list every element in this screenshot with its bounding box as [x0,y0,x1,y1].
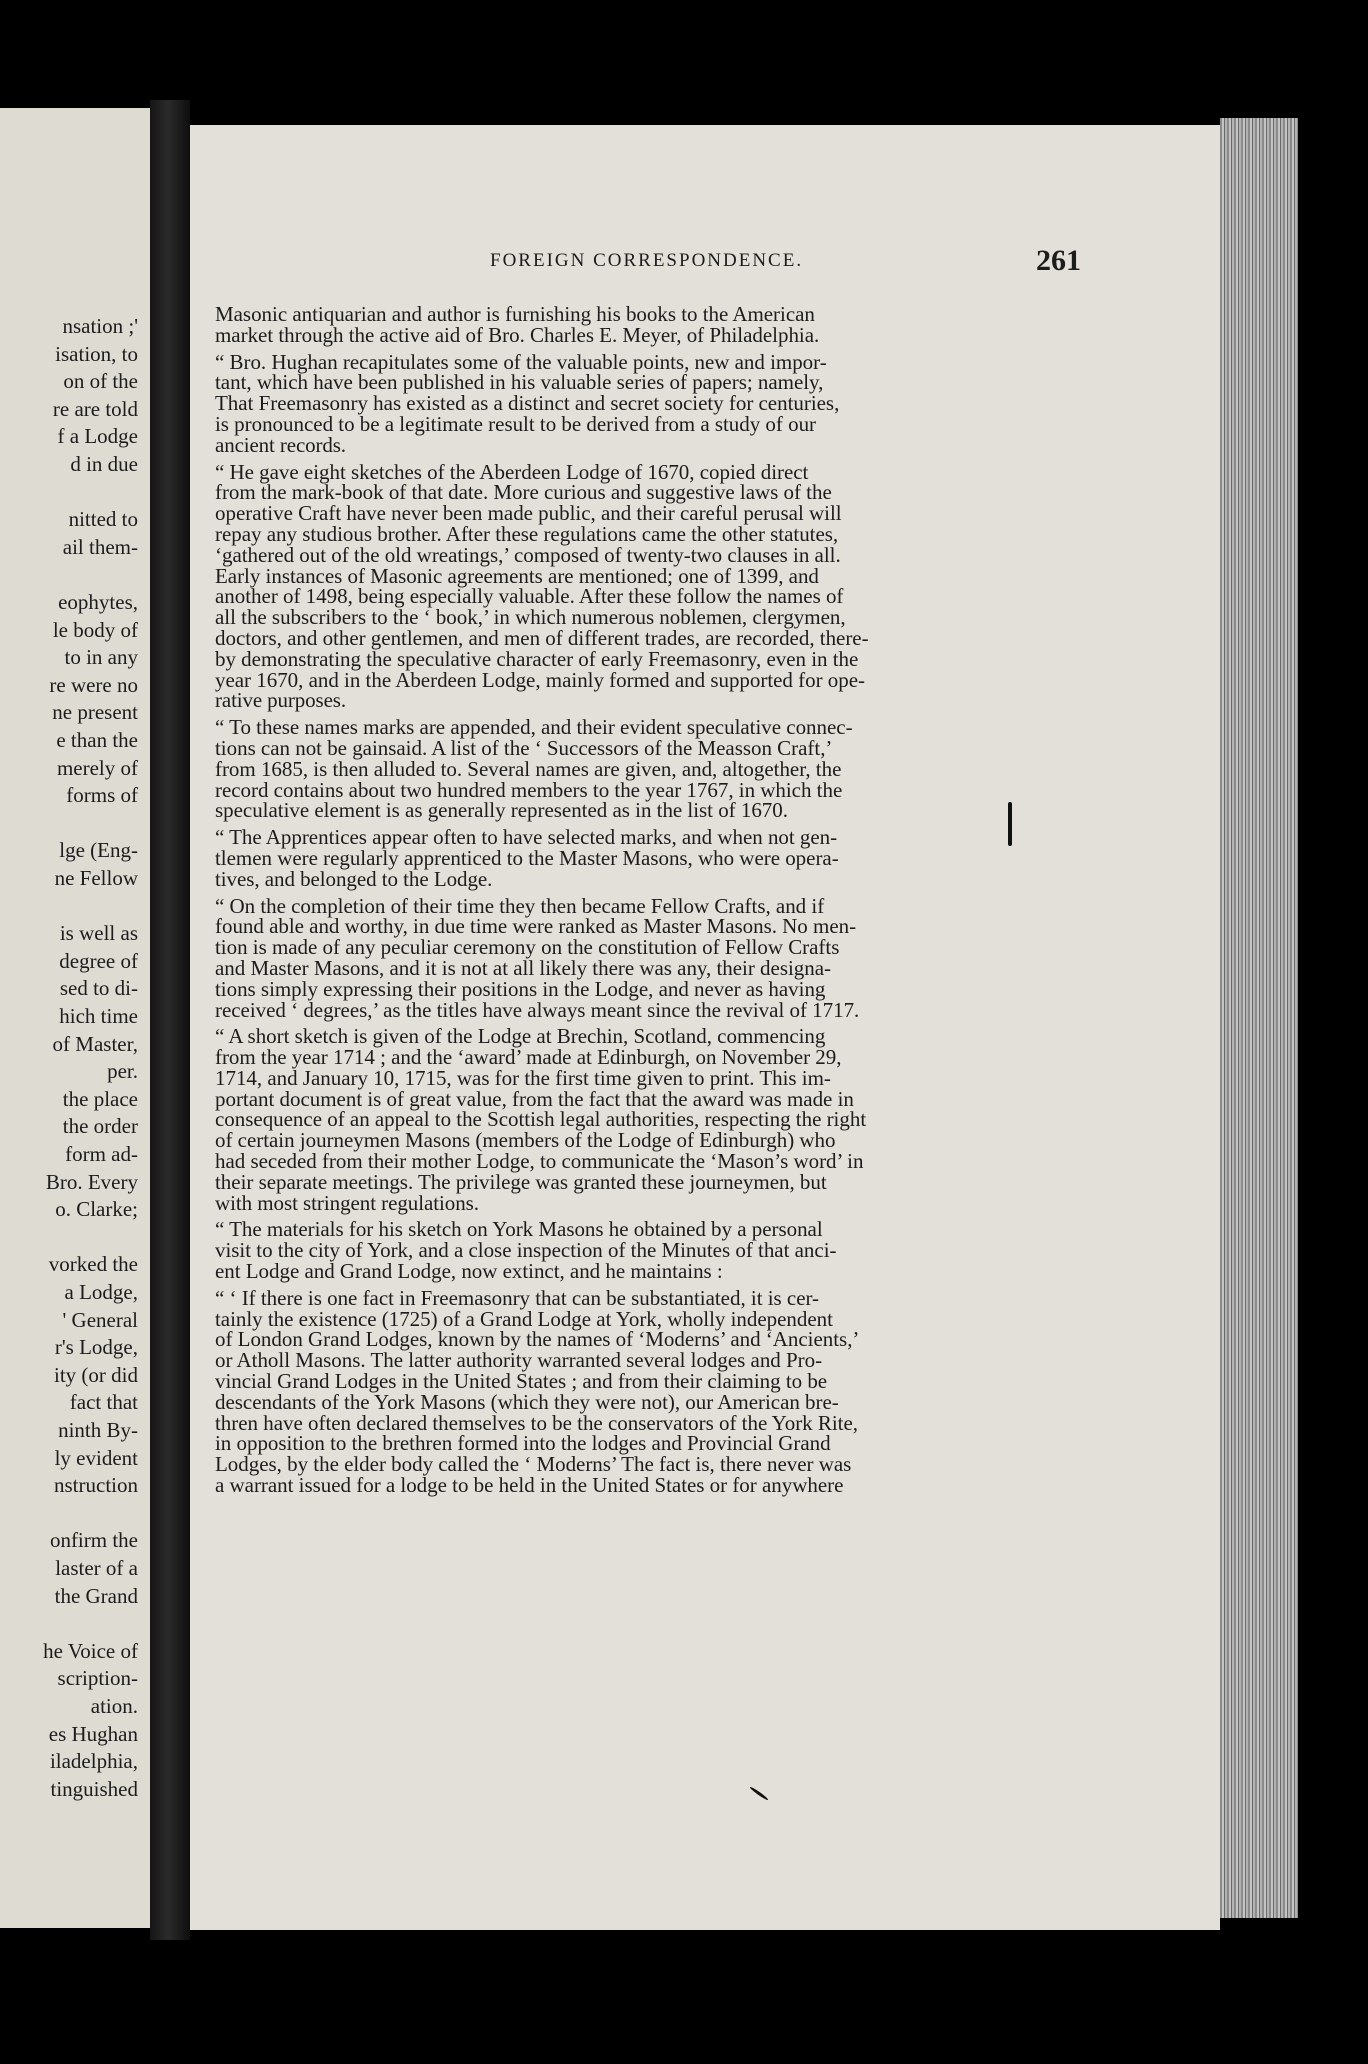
facing-page-line: per. [107,1059,138,1084]
text-line: a warrant issued for a lodge to be held in the United States or for anywhere [215,1473,844,1498]
facing-page-line: onfirm the [49,1528,138,1553]
facing-page-line: the place [62,1086,138,1111]
facing-page-line: ne present [52,700,138,725]
text-line: tives, and belonged to the Lodge. [215,866,493,891]
text-line: ancient records. [215,432,346,457]
text-line: Early instances of Masonic agreements are mentioned; one of 1399, and [215,563,819,588]
facing-page-line: form ad- [65,1142,138,1166]
facing-page-line: ly evident [54,1445,138,1470]
facing-page-line: es Hughan [48,1721,138,1746]
text-line: ‘gathered out of the old wreatings,’ composed of twenty-two clauses in all. [215,542,841,567]
facing-page-line: o. Clarke; [55,1197,138,1222]
text-line: tions can not be gainsaid. A list of the ‘ Successors of the Measson Craft,’ [215,735,833,760]
facing-page-line: degree of [59,948,138,973]
text-line: “ The materials for his sketch on York Masons he obtained by a personal [215,1217,823,1242]
facing-page-line: tinguished [50,1776,138,1801]
text-line: their separate meetings. The privilege was granted these journeymen, but [215,1169,827,1194]
text-line: or Atholl Masons. The latter authority warranted several lodges and Pro- [215,1348,823,1373]
facing-page-line: sed to di- [59,976,138,1001]
facing-page-line: ne Fellow [54,866,138,890]
text-line: tainly the existence (1725) of a Grand Lodge at York, wholly independent [215,1306,833,1331]
facing-page-line: ninth By- [58,1418,138,1442]
facing-page-line: re were no [49,672,138,697]
facing-page-line: the order [62,1114,138,1139]
facing-page-line: merely of [56,755,138,780]
text-line: speculative element is as generally represented as in the list of 1670. [215,798,788,823]
text-line: 1714, and January 10, 1715, was for the first time given to print. This im- [215,1065,831,1090]
facing-page-line: the Grand [54,1583,138,1608]
facing-page-line: a Lodge, [64,1280,138,1304]
body-text [215,304,1085,1496]
facing-page-line: r's Lodge, [54,1335,138,1360]
facing-page-line: forms of [66,783,138,808]
text-line: Masonic antiquarian and author is furnishing his books to the American [215,302,815,326]
text-line: by demonstrating the speculative character of early Freemasonry, even in the [215,646,859,671]
text-line: of London Grand Lodges, known by the names of ‘Moderns’ and ‘Ancients,’ [215,1327,860,1352]
text-line: record contains about two hundred members to the year 1767, in which the [215,777,843,802]
facing-page-line: is well as [59,921,138,946]
facing-page-line: of Master, [52,1031,138,1056]
facing-page-line: re are told [52,396,138,421]
text-line: had seceded from their mother Lodge, to communicate the ‘Mason’s word’ in [215,1149,864,1174]
text-line: Lodges, by the elder body called the ‘ Moderns’ The fact is, there never was [215,1452,852,1477]
text-line: with most stringent regulations. [215,1190,479,1215]
facing-page-line: d in due [70,452,138,476]
text-line: “ Bro. Hughan recapitulates some of the valuable points, new and impor- [215,349,827,374]
running-head: FOREIGN CORRESPONDENCE. [490,250,804,271]
text-line: “ He gave eight sketches of the Aberdeen Lodge of 1670, copied direct [215,459,809,484]
facing-page-line: hich time [59,1004,138,1028]
text-line: ent Lodge and Grand Lodge, now extinct, and he maintains : [215,1259,723,1284]
page-edges [1220,118,1298,1918]
facing-page-line: eophytes, [58,590,138,614]
text-line: from the year 1714 ; and the ‘award’ made at Edinburgh, on November 29, [215,1045,842,1070]
facing-page-line: lge (Eng- [59,838,138,863]
text-line: operative Craft have never been made public, and their careful perusal will [215,501,842,526]
facing-page-line: laster of a [55,1556,138,1580]
text-line: portant document is of great value, from the fact that the award was made in [215,1086,854,1111]
text-line: of certain journeymen Masons (members of the Lodge of Edinburgh) who [215,1128,836,1153]
book-gutter [150,100,190,1940]
text-line: “ On the completion of their time they then became Fellow Crafts, and if [215,893,825,918]
facing-page-line: he Voice of [43,1638,138,1663]
text-line: That Freemasonry has existed as a distinct and secret society for centuries, [215,391,840,416]
text-line: “ The Apprentices appear often to have selected marks, and when not gen- [215,825,838,850]
text-line: tion is made of any peculiar ceremony on the constitution of Fellow Crafts [215,935,840,960]
ink-mark [1008,802,1012,846]
facing-page-line: to in any [64,645,138,670]
facing-page-line: f a Lodge [57,424,138,449]
text-line: consequence of an appeal to the Scottish legal authorities, respecting the right [215,1107,867,1132]
facing-page-line: nstruction [54,1473,138,1498]
text-line: received ‘ degrees,’ as the titles have always meant since the revival of 1717. [215,997,860,1022]
text-line: found able and worthy, in due time were ranked as Master Masons. No men- [215,914,857,939]
text-line: and Master Masons, and it is not at all likely there was any, their designa- [215,955,831,980]
facing-page-line: isation, to [55,341,138,366]
facing-page-line: nitted to [68,507,138,532]
text-line: thren have often declared themselves to be the conservators of the York Rite, [215,1410,858,1435]
text-line: tlemen were regularly apprenticed to the Master Masons, who were opera- [215,845,839,870]
facing-page-fragment [0,108,150,1928]
facing-page-line: le body of [52,617,138,642]
text-line: market through the active aid of Bro. Charles E. Meyer, of Philadelphia. [215,322,820,347]
text-line: another of 1498, being especially valuable. After these follow the names of [215,584,844,609]
text-line: visit to the city of York, and a close inspection of the Minutes of that anci- [215,1238,837,1263]
text-line: all the subscribers to the ‘ book,’ in which numerous noblemen, clergymen, [215,605,846,630]
text-line: doctors, and other gentlemen, and men of different trades, are recorded, there- [215,625,869,650]
text-line: “ ‘ If there is one fact in Freemasonry that can be substantiated, it is cer- [215,1285,820,1310]
text-line: descendants of the York Masons (which they were not), our American bre- [215,1389,839,1414]
text-line: in opposition to the brethren formed into the lodges and Provincial Grand [215,1431,831,1456]
text-line: “ To these names marks are appended, and their evident speculative connec- [215,715,853,740]
text-line: vincial Grand Lodges in the United States ; and from their claiming to be [215,1369,828,1394]
text-line: “ A short sketch is given of the Lodge at Brechin, Scotland, commencing [215,1024,826,1049]
facing-page-line: nsation ;' [62,314,138,338]
text-line: is pronounced to be a legitimate result to be derived from a study of our [215,411,817,436]
facing-page-line: vorked the [48,1252,138,1277]
facing-page-line: ' General [62,1307,138,1332]
facing-page-line: iladelphia, [49,1749,138,1774]
facing-page-line: e than the [56,728,138,752]
text-line: repay any studious brother. After these regulations came the other statutes, [215,521,839,546]
text-line: rative purposes. [215,688,346,713]
facing-page-line: ail them- [62,534,138,559]
facing-page-line: on of the [63,369,138,394]
text-line: tant, which have been published in his valuable series of papers; namely, [215,370,824,395]
text-line: from the mark-book of that date. More curious and suggestive laws of the [215,480,832,505]
facing-page-line: scription- [57,1666,138,1691]
facing-page-line: fact that [69,1390,138,1415]
text-line: from 1685, is then alluded to. Several names are given, and, altogether, the [215,756,842,781]
facing-page-line: Bro. Every [45,1169,138,1194]
page-number: 261 [1036,244,1081,277]
facing-page-line: ation. [90,1694,138,1718]
text-line: tions simply expressing their positions in the Lodge, and never as having [215,976,826,1001]
facing-page-line: ity (or did [54,1362,138,1387]
text-line: year 1670, and in the Aberdeen Lodge, mainly formed and supported for ope- [215,667,865,692]
